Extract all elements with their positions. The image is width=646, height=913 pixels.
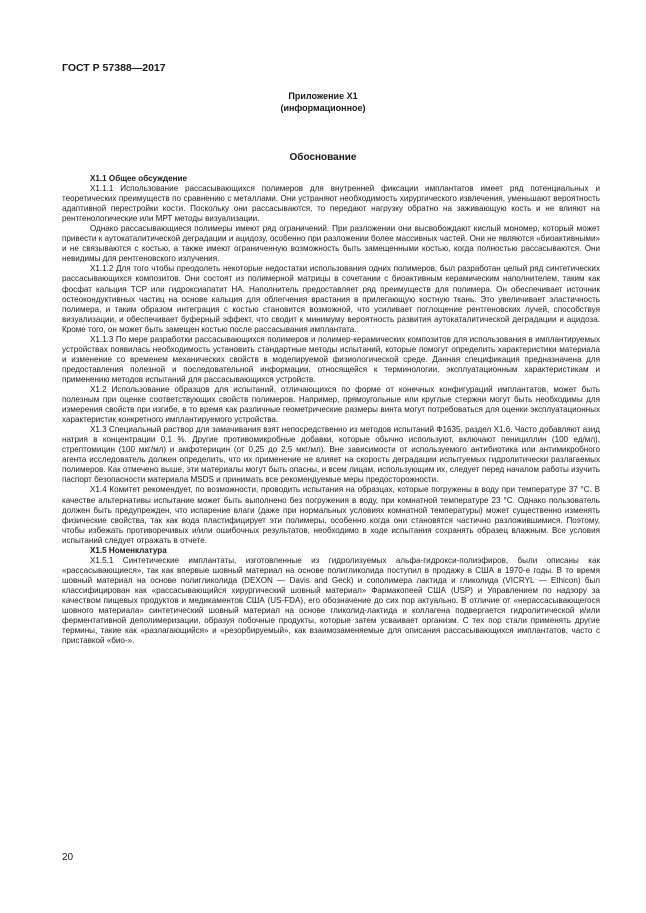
paragraph: X1.1.1 Использование рассасывающихся полимеров для внутренней фиксации имплантатов имеет ряд потенциальных и теоретических преимуществ по сравнению с металлами. Они устраняют необходимость хирургического извлечения, уменьшают вероятность адаптивной перестройки кости. Поскольку они рассасываются, то передают нагрузку обратно на заживающую кость и не влияют на рентгенологические или МРТ методы визуализации.	[62, 184, 600, 224]
annex-subtitle: (информационное)	[280, 103, 366, 113]
subsection-heading: X1.5 Номенклатура	[90, 545, 167, 555]
paragraph: X1.3 Специальный раствор для замачивания взят непосредственно из методов испытаний Ф1635, раздел X1.6. Часто добавляют азид натрия в концентрации 0,1 %. Другие противомикробные добавки, которые обычно используют, включают пенициллин (100 ед/мл), стрептомицин (100 мкг/мл) и амфотерицин (от 0,25 до 2,5 мкг/мл). Вне зависимости от используемого антибиотика или антимикробного агента исследователь должен определить, что их применение не влияет на скорость деградации испытуемых гидролитически разлагаемых полимеров. Как отмечено выше, эти материалы могут быть опасны, и всем лицам, использующим их, следует перед началом работы изучить паспорт безопасности материала MSDS и принимать все рекомендуемые меры предосторожности.	[62, 425, 600, 485]
paragraph: X1.1.2 Для того чтобы преодолеть некоторые недостатки использования одних полимеров, был разработан целый ряд синтетических рассасывающихся композитов. Они состоят из полимерной матрицы в сочетании с биоактивным керамическим наполнителем, таким как фосфат кальция TCP или гидроксиапатит HA. Наполнитель предоставляет ряд преимуществ для полимера. Он обеспечивает источник остеокондуктивных частиц на основе кальция для облегчения врастания в прилегающую костную ткань. Это увеличивает эластичность полимера, и таким образом интеграция с костью становится возможной, что усиливает поглощение рентгеновских лучей, способствуя визуализации, и обеспечивает буферный эффект, что сводит к минимуму вероятность развития аутокаталитической деградации и ацидоза. Кроме того, он может быть замещен костью после рассасывания имплантата.	[62, 264, 600, 334]
subsection-heading: X1.1 Общее обсуждение	[90, 174, 187, 183]
paragraph: X1.2 Использование образцов для испытаний, отличающихся по форме от конечных конфигураций имплантатов, может быть полезным при оценке соответствующих свойств полимеров. Например, прямоугольные или круглые стержни могут быть необходимы для измерения свойств при изгибе, в то время как различные геометрические размеры винта могут потребоваться для оценки эксплуатационных характеристик конкретного имплантируемого устройства.	[62, 384, 600, 425]
paragraph: X1.1.3 По мере разработки рассасывающихся полимеров и полимер-керамических композитов для использования в имплантируемых устройствах появилась необходимость установить стандартные методы испытаний, которые помогут определить характеристики материала и изменение со временем механических свойств в моделируемой физиологической среде. Данная спецификация предназначена для предоставления полезной и последовательной информации, относящейся к терминологии, эксплуатационным характеристикам и применению методов испытаний для рассасывающихся устройств.	[62, 334, 600, 384]
annex-heading	[0, 90, 646, 114]
standard-code: ГОСТ Р 57388—2017	[62, 62, 166, 74]
page-number: 20	[62, 852, 74, 863]
paragraph: Однако рассасывающиеся полимеры имеют ряд ограничений. При разложении они высвобождают кислый мономер, который может привести к аутокаталитической деградации и ацидозу, особенно при разложении более массивных частей. Они не являются «биоактивными» и не связываются с костью, а также имеют ограниченную возможность быть замещенными костью, когда полностью рассасываются. Они невидимы для рентгеновского излучения.	[62, 224, 600, 264]
section-title: Обоснование	[289, 152, 357, 163]
document-body	[62, 174, 600, 646]
annex-title: Приложение X1	[288, 91, 358, 101]
paragraph: X1.4 Комитет рекомендует, по возможности, проводить испытания на образцах, которые погружены в воду при температуре 37 °C. В качестве альтернативы испытание может быть выполнено без погружения в воду, при комнатной температуре 23 °C. Однако пользователь должен быть предупрежден, что испарение влаги (даже при нормальных условиях комнатной температуры) может существенно изменять физические свойства, так как вода пластифицирует эти полимеры, особенно когда они становятся частично разложившимися. Поэтому, чтобы избежать противоречивых и/или ошибочных результатов, необходимо в ходе испытания сохранять образец влажным. Все условия испытаний следует отражать в отчете.	[62, 485, 600, 545]
paragraph: X1.5.1 Синтетические имплантаты, изготовленные из гидролизуемых альфа-гидрокси-полиэфиров, были описаны как «рассасывающиеся», так как впервые шовный материал на основе полигликолида поступил в продажу в США в 1970-е годы. В то время шовный материал на основе полигликолида (DEXON — Davis and Geck) и сополимера лактида и гликолида (VICRYL — Ethicon) был классифицирован как «рассасывающийся хирургический шовный материал» Фармакопеей США (USP) и Управлением по надзору за качеством пищевых продуктов и медикаментов США (US-FDA), его обозначение до сих пор актуально. В отличие от «нерассасывающегося шовного материала» синтетический шовный материал на основе гликолид-лактида и коллагена подвергается гидролитической и/или ферментативной деполимеризации, образуя побочные продукты, которые затем усваивает организм. С тех пор стали применять другие термины, такие как «разлагающийся» и «резорбируемый», как взаимозаменяемые для описания рассасывающихся имплантатов, часто с приставкой «био-».	[62, 555, 600, 646]
